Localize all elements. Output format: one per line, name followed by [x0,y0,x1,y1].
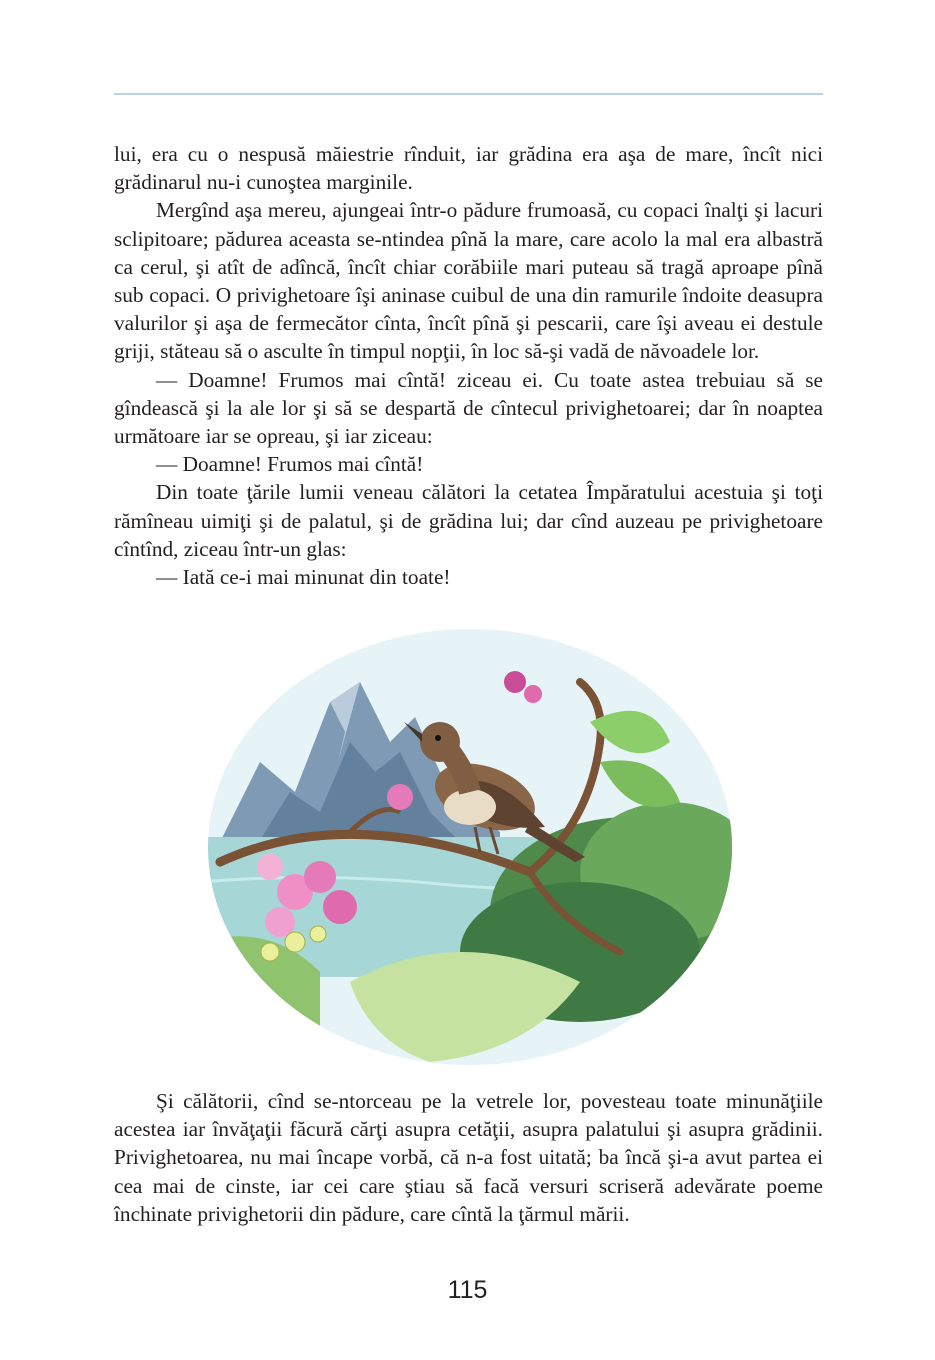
paragraph: Din toate ţările lumii veneau călători la cetatea Împăratului acestuia şi toţi rămîneau uimiţi şi de palatul, şi de grădina lui; dar cînd auzeau pe privighetoare cîntînd, ziceau într-un glas: [114,480,823,561]
text-block-top [114,140,823,591]
paragraph: lui, era cu o nespusă măiestrie rînduit, iar grădina era aşa de mare, încît nici grădinarul nu-i cunoştea marginile. [114,142,823,195]
dialogue-line: — Doamne! Frumos mai cîntă! ziceau ei. Cu toate astea trebuiau să se gîndească şi la ale lor şi să se despartă de cîntecul privighetoarei; dar în noaptea următoare iar se opreau, şi iar ziceau: [114,367,823,449]
header-rule [114,93,823,95]
dialogue-line: — Iată ce-i mai minunat din toate! [156,565,451,590]
nightingale-illustration [200,622,740,1072]
page-number: 115 [447,1276,488,1304]
dialogue-line: — Doamne! Frumos mai cîntă! [156,452,424,477]
text-block-bottom [114,1087,823,1228]
paragraph: Mergînd aşa mereu, ajungeai într-o pădure frumoasă, cu copaci înalţi şi lacuri sclipitoare; pădurea aceasta se-ntindea pînă la mare, care acolo la mal era albastră ca cerul, şi atît de adîncă, încît chiar corăbiile mari puteau să tragă aproape pînă sub copaci. O privighetoare îşi aninase cuibul de una din ramurile îndoite deasupra valurilor şi aşa de fermecător cînta, încît pînă şi pescarii, care îşi aveau ei destule griji, stăteau să o asculte în timpul nopţii, în loc să-şi vadă de năvoadele lor. [114,198,823,364]
paragraph: Şi călătorii, cînd se-ntorceau pe la vetrele lor, povesteau toate minunăţiile acestea iar învăţaţii făcură cărţi asupra cetăţii, asupra palatului şi asupra grădinii. Privighetoarea, nu mai încape vorbă, că n-a fost uitată; ba încă şi-a avut partea ei cea mai de cinste, iar cei care ştiau să facă versuri scriseră adevărate poeme închinate privighetorii din pădure, care cîntă la ţărmul mării. [114,1089,823,1226]
